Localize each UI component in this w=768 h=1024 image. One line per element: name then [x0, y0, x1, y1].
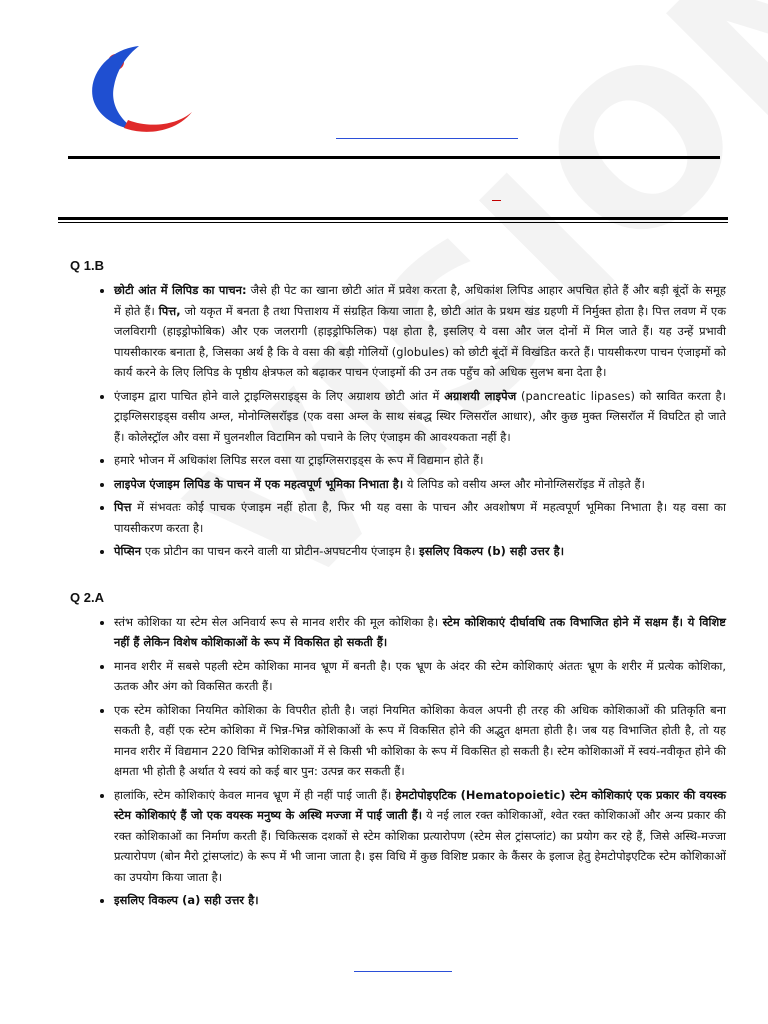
header-rule [68, 156, 720, 159]
q2-item-1-text: स्तंभ कोशिका या स्टेम सेल अनिवार्य रूप से मानव शरीर की मूल कोशिका है। [114, 614, 443, 629]
q1-item-4-text: ये लिपिड को वसीय अम्ल और मोनोग्लिसरॉइड में तोड़ते हैं। [403, 476, 645, 491]
q1-item-1-text-a: जैसे ही पेट का खाना छोटी आंत में प्रवेश करता है, अधिकांश लिपिड आहार अपचित होते हैं और बड़ी बूंदों के समूह में होते हैं। [114, 283, 726, 318]
q1-answer-statement: इसलिए विकल्प (b) सही उत्तर है। [419, 544, 565, 558]
q2-item-1 [114, 612, 726, 653]
q1-item-1-text-b: जो यकृत में बनता है तथा पित्ताशय में संग्रहित किया जाता है, छोटी आंत के प्रथम खंड ग्रहणी में निर्मुक्त होता है। पित्त लवण में एक जलविरागी (हाइड्रोफोबिक) और एक जलरागी (हाइड्रोफिलिक) पक्ष होता है, इसलिए ये वसा और जल दोनों में मिल जाते हैं। यह उन्हें प्रभावी पायसीकारक बनाता है, जिसका अर्थ है कि वे वसा की बड़ी गोलियों (globules) को छोटी बूंदों में विखंडित करते हैं। पायसीकरण पाचन एंजाइमों को कार्य करने के लिए लिपिड के पृष्ठीय क्षेत्रफल को बढ़ाकर पाचन एंजाइमों की उन तक पहुँच को अधिक सुलभ बना देता है। [114, 303, 726, 379]
answer-content [70, 258, 726, 914]
q2-item-2-text: मानव शरीर में सबसे पहली स्टेम कोशिका मानव भ्रूण में बनती है। एक भ्रूण के अंदर की स्टेम कोशिकाएं अंततः भ्रूण के शरीर में प्रत्येक कोशिका, ऊतक और अंग को विकसित करती हैं। [114, 658, 726, 693]
q2-item-5 [114, 890, 726, 911]
q2-item-4-bold: हेमटोपोइएटिक (Hematopoietic) स्टेम कोशिकाएं एक प्रकार की वयस्क स्टेम कोशिकाएं हैं जो एक वयस्क मनुष्य के अस्थि मज्जा में पाई जाती हैं। [114, 787, 726, 822]
q2-item-3 [114, 700, 726, 782]
q1-item-5 [114, 497, 726, 538]
question-heading-1: Q 1.B [70, 258, 104, 273]
q1-item-5-bold: पित्त [114, 500, 132, 514]
logo-red-swoosh [124, 112, 192, 132]
q1-item-1 [114, 280, 726, 383]
q1-bullet-list [70, 280, 726, 562]
q2-item-3-text: एक स्टेम कोशिका नियमित कोशिका के विपरीत होती है। जहां नियमित कोशिका केवल अपनी ही तरह की अधिक कोशिकाओं की प्रतिकृति बना सकती है, वहीं एक स्टेम कोशिका में भिन्न-भिन्न कोशिकाओं के रूप में विकसित होने की अद्भुत क्षमता होती है। जब यह विभाजित होती है, तो यह मानव शरीर में विद्यमान 220 विभिन्न कोशिकाओं में से किसी भी कोशिका के रूप में विकसित हो सकती है। स्टेम कोशिकाओं में स्वयं-नवीकृत होने की क्षमता भी होती है अर्थात ये स्वयं को कई बार पुन: उत्पन्न कर सकती हैं। [114, 702, 726, 778]
q1-item-3-text: हमारे भोजन में अधिकांश लिपिड सरल वसा या ट्राइग्लिसराइड्स के रूप में विद्यमान होते हैं। [114, 453, 484, 467]
q2-item-2 [114, 656, 726, 697]
q2-bullet-list [70, 612, 726, 911]
question-heading-2: Q 2.A [70, 589, 104, 605]
footer-link-underline [354, 971, 452, 972]
q1-item-1-bold-lead: छोटी आंत में लिपिड का पाचन: [114, 283, 247, 297]
q1-item-2-text-a: एंजाइम द्वारा पाचित होने वाले ट्राइग्लिसराइड्स के लिए अग्राशय छोटी आंत में [114, 388, 445, 403]
q1-item-5-text: में संभवतः कोई पाचक एंजाइम नहीं होता है, फिर भी यह वसा के पाचन और अवशोषण में महत्वपूर्ण भूमिका निभाता है। यह वसा का पायसीकरण करता है। [114, 500, 726, 535]
q1-item-2-text-b: (pancreatic lipases) को स्रावित करता है। ट्राइग्लिसराइड्स वसीय अम्ल, मोनोग्लिसरॉइड (एक वसा अम्ल के साथ संबद्ध स्थिर ग्लिसरॉल आधार), और कुछ मुक्त ग्लिसरॉल में विघटित हो जाते हैं। कोलेस्ट्रॉल और वसा में घुलनशील विटामिन को पचाने के लिए एंजाइम की आवश्यकता नहीं है। [114, 388, 726, 444]
header-red-dash [492, 200, 501, 201]
logo [84, 40, 194, 140]
q1-item-6 [114, 541, 726, 562]
q2-item-4-text-b: ये नई लाल रक्त कोशिकाओं, श्वेत रक्त कोशिकाओं और अन्य प्रकार की रक्त कोशिकाओं का निर्माण करती हैं। चिकित्सक दशकों से स्टेम कोशिका प्रत्यारोपण (स्टेम सेल ट्रांसप्लांट) का प्रयोग कर रहे हैं, जिसे अस्थि-मज्जा प्रत्यारोपण (बोन मैरो ट्रांसप्लांट) के रूप में भी जाना जाता है। इस विधि में कुछ विशिष्ट प्रकार के कैंसर के इलाज हेतु हेमटोपोइएटिक स्टेम कोशिकाओं का उपयोग किया जाता है। [114, 808, 726, 884]
q1-item-1-bold-bile: पित्त, [158, 303, 181, 318]
q2-item-4 [114, 785, 726, 888]
q1-item-2-bold: अग्राशयी लाइपेज [444, 388, 517, 403]
logo-blue-swoosh [92, 46, 139, 130]
header-double-rule-bottom [58, 222, 728, 223]
q1-item-2 [114, 386, 726, 448]
q2-item-4-text-a: हालांकि, स्टेम कोशिकाएं केवल मानव भ्रूण में ही नहीं पाई जाती हैं। [114, 787, 396, 802]
q1-item-6-text: एक प्रोटीन का पाचन करने वाली या प्रोटीन-अपघटनीय एंजाइम है। [141, 544, 420, 558]
header-link-underline [336, 138, 518, 139]
header-double-rule-top [58, 217, 728, 220]
q1-item-6-bold: पेप्सिन [114, 544, 142, 558]
q1-item-3 [114, 450, 726, 471]
q1-item-4 [114, 474, 726, 495]
q2-answer-statement: इसलिए विकल्प (a) सही उत्तर है। [114, 893, 259, 907]
q1-item-4-bold: लाइपेज एंजाइम लिपिड के पाचन में एक महत्वपूर्ण भूमिका निभाता है। [114, 476, 404, 491]
q2-item-1-bold: स्टेम कोशिकाएं दीर्घावधि तक विभाजित होने में सक्षम हैं। ये विशिष्ट नहीं हैं लेकिन विशेष कोशिकाओं के रूप में विकसित हो सकती हैं। [114, 614, 726, 649]
